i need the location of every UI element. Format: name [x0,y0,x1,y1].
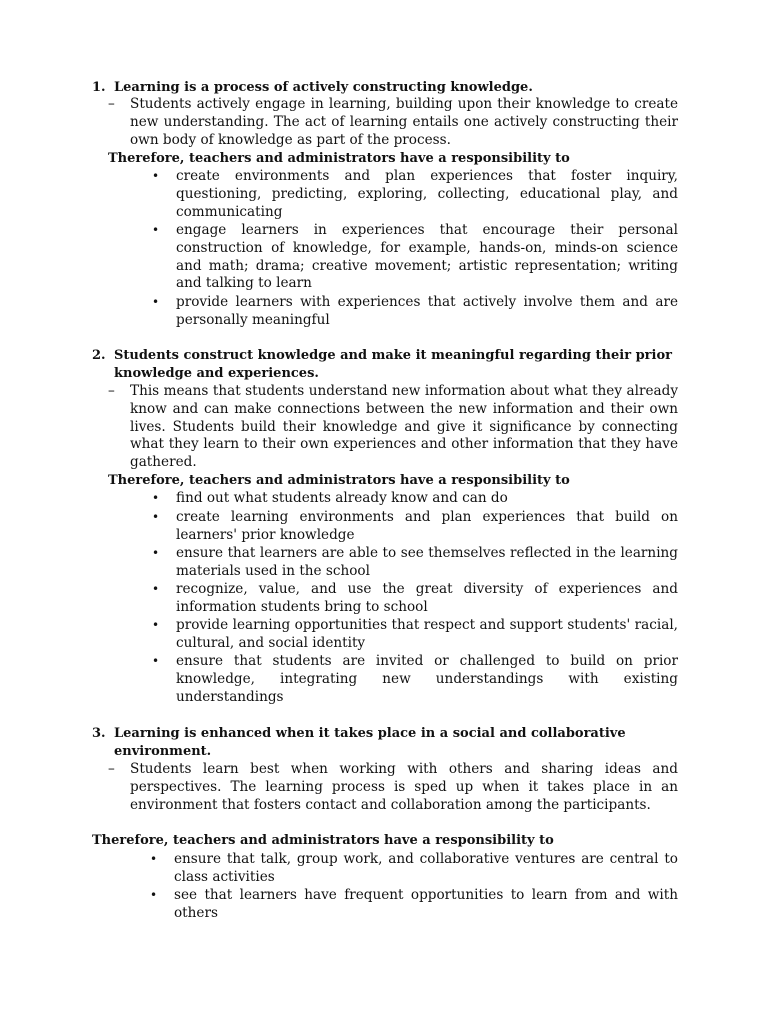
bullet-icon: • [152,169,160,183]
bullet-text: see that learners have frequent opportunities to learn from and with others [174,887,678,921]
section-3-bullet-1 [150,851,678,887]
bullet-text: engage learners in experiences that encourage their personal construction of knowledge, for example, hands-on, minds-on science and math; drama; creative movement; artistic representation; writing and talking to learn [176,222,678,292]
section-2-bullet-4 [152,581,678,617]
bullet-icon: • [152,618,160,632]
bullet-text: ensure that talk, group work, and collaborative ventures are central to class activities [174,851,678,885]
section-1-bullet-3 [152,294,678,330]
bullet-icon: • [152,295,160,309]
section-2-bullet-6 [152,653,678,706]
bullet-icon: • [152,546,160,560]
section-1-title: Learning is a process of actively constructing knowledge. [114,80,533,95]
section-2-bullet-1 [152,490,678,508]
section-3-description-text: Students learn best when working with others and sharing ideas and perspectives. The learning process is sped up when it takes place in an environment that fosters contact and collaboration among the participants. [130,761,678,813]
bullet-icon: • [150,852,158,866]
bullet-icon: • [152,654,160,668]
section-3-dash: – [108,761,115,777]
section-2-bullet-3 [152,545,678,581]
section-3-responsibility: Therefore, teachers and administrators have a responsibility to [92,833,554,848]
section-2-bullet-5 [152,617,678,653]
section-2-dash: – [108,383,115,399]
bullet-icon: • [152,582,160,596]
bullet-text: create environments and plan experiences that foster inquiry, questioning, predicting, exploring, collecting, educational play, and communicating [176,168,678,220]
section-1-description [108,96,678,149]
section-1-number: 1. [92,80,106,95]
section-2-description [108,383,678,472]
section-1-description-text: Students actively engage in learning, building upon their knowledge to create new understanding. The act of learning entails one actively constructing their own body of knowledge as part of the process. [130,96,678,148]
section-2-number: 2. [92,348,106,363]
bullet-text: ensure that students are invited or challenged to build on prior knowledge, integrating new understandings with existing understandings [176,653,678,705]
bullet-icon: • [150,888,158,902]
bullet-icon: • [152,223,160,237]
section-1-responsibility: Therefore, teachers and administrators have a responsibility to [108,151,570,166]
bullet-icon: • [152,510,160,524]
section-3-title: Learning is enhanced when it takes place in a social and collaborative environment. [114,726,626,759]
section-2-bullet-2 [152,509,678,545]
bullet-text: ensure that learners are able to see themselves reflected in the learning materials used in the school [176,545,678,579]
section-1-bullet-2 [152,222,678,293]
section-2-title: Students construct knowledge and make it meaningful regarding their prior knowledge and experiences. [114,348,672,381]
section-1-bullet-1 [152,168,678,221]
section-2-description-text: This means that students understand new information about what they already know and can make connections between the new information and their own lives. Students build their knowledge and give it significance by connecting what they learn to their own experiences and other information that they have gathered. [130,383,678,471]
bullet-text: provide learning opportunities that respect and support students' racial, cultural, and social identity [176,617,678,651]
bullet-text: recognize, value, and use the great diversity of experiences and information students bring to school [176,581,678,615]
bullet-text: create learning environments and plan experiences that build on learners' prior knowledge [176,509,678,543]
section-1-dash: – [108,96,115,112]
section-3-number: 3. [92,726,106,741]
section-2-responsibility: Therefore, teachers and administrators have a responsibility to [108,473,570,488]
bullet-text: provide learners with experiences that actively involve them and are personally meaningful [176,294,678,328]
section-3-bullet-2 [150,887,678,923]
bullet-icon: • [152,491,160,505]
bullet-text: find out what students already know and can do [176,490,508,506]
section-3-description [108,761,678,814]
